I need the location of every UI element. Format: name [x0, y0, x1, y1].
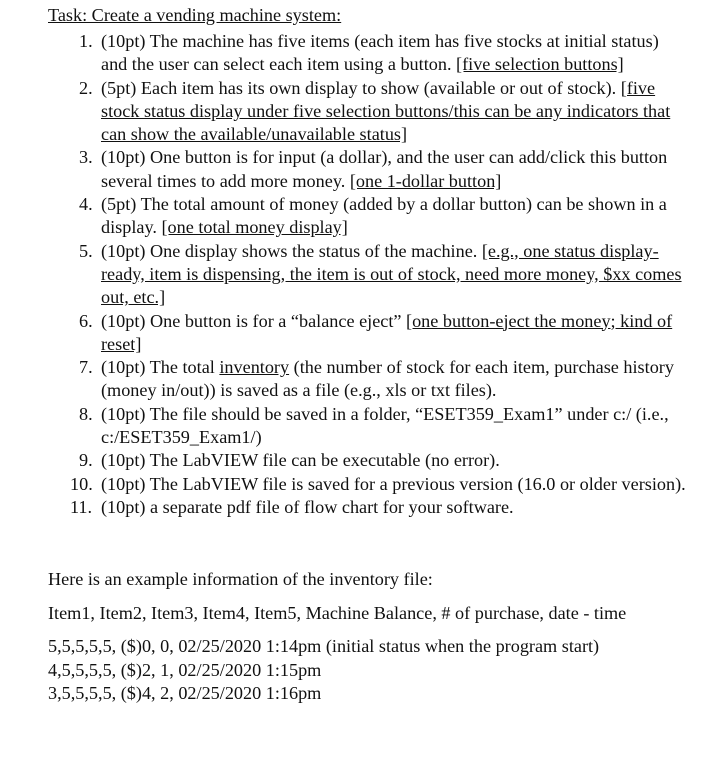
item-text: (10pt) The machine has five items (each item has five stocks at initial status) and the user can select each item using a button. — [101, 31, 659, 75]
item-text: (10pt) The LabVIEW file is saved for a previous version (16.0 or older version). — [101, 473, 686, 494]
document-page — [48, 4, 688, 706]
item-text: (5pt) Each item has its own display to show (available or out of stock). — [101, 77, 621, 98]
item-number: 6. — [79, 310, 93, 331]
item-text: (10pt) One display shows the status of the machine. — [101, 240, 482, 261]
item-number: 7. — [79, 357, 93, 378]
item-note: [e.g., one status display-ready, item is dispensing, the item is out of stock, need more money, $xx comes out, etc.] — [101, 240, 682, 308]
requirement-item-7 — [48, 356, 688, 403]
inventory-sample — [48, 635, 688, 706]
item-number: 10. — [70, 473, 93, 494]
item-number: 5. — [79, 240, 93, 261]
item-note: [five selection buttons] — [456, 54, 624, 75]
inventory-intro: Here is an example information of the inventory file: — [48, 569, 433, 590]
item-text: (10pt) The file should be saved in a folder, “ESET359_Exam1” under c:/ (i.e., c:/ESET359_Exam1/) — [101, 403, 669, 448]
item-number: 8. — [79, 403, 93, 424]
requirement-item-2 — [48, 77, 688, 147]
task-title: Task: Create a vending machine system: — [48, 5, 342, 25]
item-number: 9. — [79, 450, 93, 471]
requirement-item-4 — [48, 193, 688, 240]
item-number: 2. — [79, 77, 93, 98]
inventory-row: 3,5,5,5,5, ($)4, 2, 02/25/2020 1:16pm — [48, 683, 322, 704]
item-text: (10pt) One button is for a “balance eject” — [101, 310, 407, 331]
item-number: 3. — [79, 147, 93, 168]
requirement-item-5 — [48, 240, 688, 310]
item-number: 1. — [79, 31, 93, 51]
item-text-continued: (the number of stock for each item, purchase history (money in/out)) is saved as a file (e.g., xls or txt files). — [101, 357, 674, 401]
item-number: 11. — [70, 496, 93, 517]
item-text: (10pt) a separate pdf file of flow chart for your software. — [101, 496, 514, 517]
requirement-item-6 — [48, 310, 688, 357]
item-text: (5pt) The total amount of money (added by a dollar button) can be shown in a display. — [101, 194, 667, 238]
requirement-item-10 — [48, 473, 688, 496]
requirement-item-1 — [48, 30, 688, 77]
inventory-row: 4,5,5,5,5, ($)2, 1, 02/25/2020 1:15pm — [48, 659, 322, 680]
requirement-item-8 — [48, 403, 688, 450]
item-text: (10pt) One button is for input (a dollar), and the user can add/click this button several times to add more money. — [101, 147, 668, 191]
item-text: (10pt) The total — [101, 357, 220, 378]
item-note: [one button-eject the money; kind of reset] — [101, 310, 673, 354]
requirement-item-11 — [48, 496, 688, 519]
item-note: [one total money display] — [161, 217, 348, 238]
inventory-row: 5,5,5,5,5, ($)0, 0, 02/25/2020 1:14pm (initial status when the program start) — [48, 636, 600, 657]
requirements-list — [48, 30, 688, 519]
item-note: [five stock status display under five selection buttons/this can be any indicators that can show the available/unavailable status] — [101, 77, 671, 145]
item-underlined-word: inventory — [219, 357, 290, 378]
requirement-item-9 — [48, 449, 688, 472]
requirement-item-3 — [48, 146, 688, 193]
inventory-header: Item1, Item2, Item3, Item4, Item5, Machine Balance, # of purchase, date - time — [48, 603, 627, 624]
item-note: [one 1-dollar button] — [349, 170, 502, 191]
item-number: 4. — [79, 194, 93, 215]
item-text: (10pt) The LabVIEW file can be executable (no error). — [101, 450, 500, 471]
